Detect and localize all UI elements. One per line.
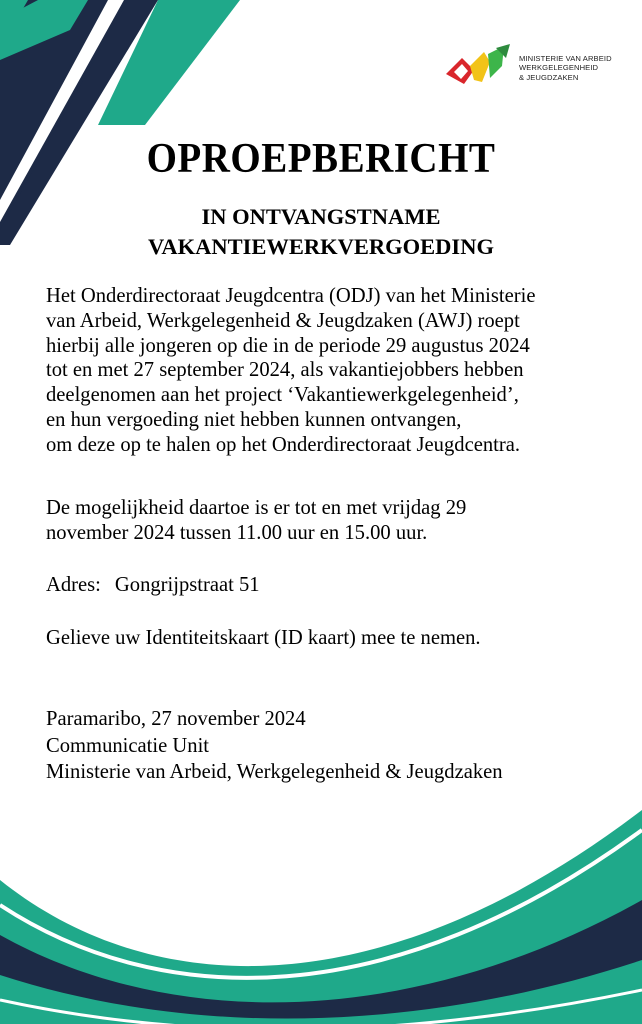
notice-body	[46, 284, 626, 458]
body-line: en hun vergoeding niet hebben kunnen ontvangen,	[46, 408, 462, 431]
availability-line: november 2024 tussen 11.00 uur en 15.00 uur.	[46, 521, 428, 544]
address	[46, 574, 260, 597]
availability-paragraph	[46, 496, 466, 546]
ministry-logo-text	[519, 54, 619, 82]
signature-unit: Communicatie Unit	[46, 734, 210, 757]
body-line: hierbij alle jongeren op die in de periode 29 augustus 2024	[46, 334, 530, 357]
availability-line: De mogelijkheid daartoe is er tot en met vrijdag 29	[46, 497, 467, 519]
id-card-note: Gelieve uw Identiteitskaart (ID kaart) mee te nemen.	[46, 627, 481, 649]
ministry-logo	[444, 44, 614, 94]
signature-block	[46, 706, 503, 786]
ministry-logo-icon	[444, 44, 516, 94]
body-line: om deze op te halen op het Onderdirectoraat Jeugdcentra.	[46, 433, 521, 456]
subtitle-line-1: IN ONTVANGSTNAME	[201, 204, 441, 229]
signature-place-date: Paramaribo, 27 november 2024	[46, 708, 306, 730]
logo-line-1: MINISTERIE VAN ARBEID	[519, 54, 612, 63]
logo-line-2: WERKGELEGENHEID	[519, 63, 599, 73]
subtitle-line-2: VAKANTIEWERKVERGOEDING	[148, 234, 494, 259]
logo-line-3: & JEUGDZAKEN	[519, 72, 579, 82]
notice-subtitle	[0, 202, 642, 262]
notice-title: OPROEPBERICHT	[146, 135, 496, 182]
address-label: Adres:	[46, 574, 101, 596]
body-line: tot en met 27 september 2024, als vakantiejobbers hebben	[46, 359, 524, 382]
body-line: Het Onderdirectoraat Jeugdcentra (ODJ) van het Ministerie	[46, 285, 536, 307]
body-line: van Arbeid, Werkgelegenheid & Jeugdzaken (AWJ) roept	[46, 309, 520, 332]
address-value: Gongrijpstraat 51	[114, 574, 260, 596]
body-line: deelgenomen aan het project ‘Vakantiewerkgelegenheid’,	[46, 384, 519, 407]
signature-ministry: Ministerie van Arbeid, Werkgelegenheid & Jeugdzaken	[46, 761, 503, 783]
